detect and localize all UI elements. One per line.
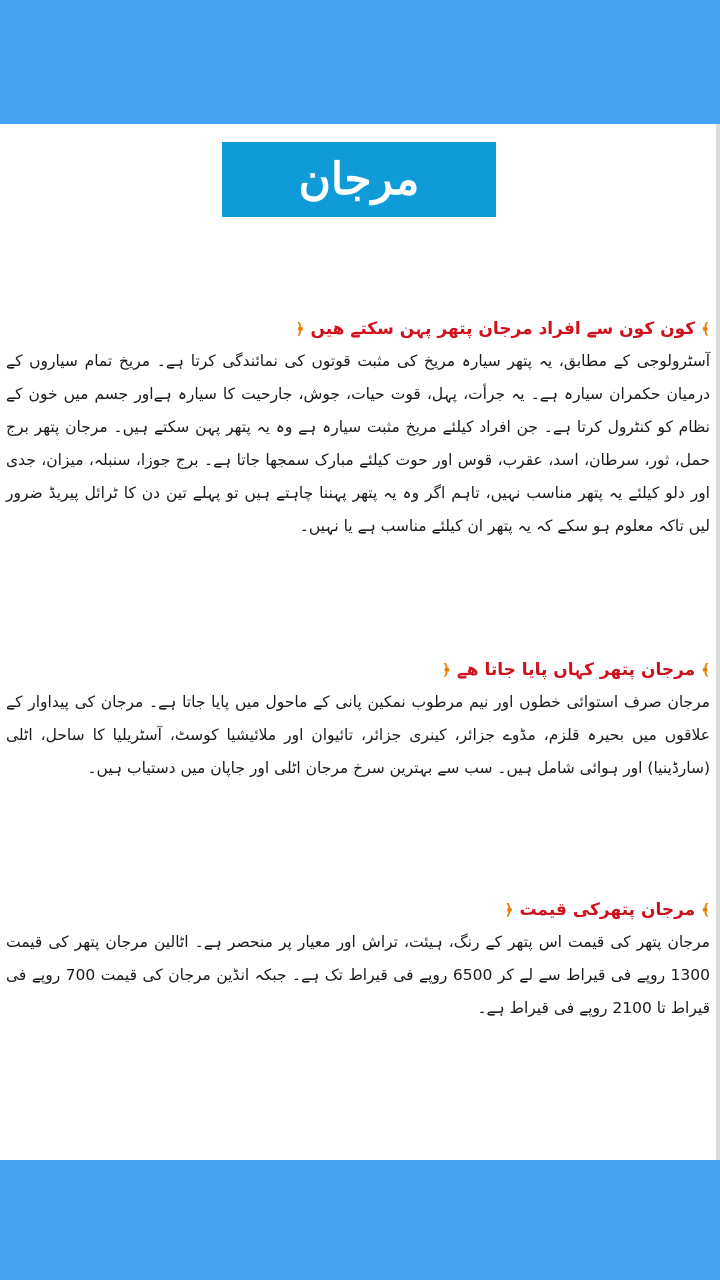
page-title: مرجان bbox=[298, 154, 420, 205]
section-who-can-wear bbox=[6, 318, 710, 543]
article-content bbox=[0, 124, 720, 1160]
ornament-icon: ﴾ bbox=[701, 901, 710, 919]
bottom-bar bbox=[0, 1160, 720, 1280]
title-banner bbox=[222, 142, 496, 217]
top-app-bar bbox=[0, 0, 720, 124]
section-heading-text: مرجان پتھرکی قیمت bbox=[519, 900, 696, 920]
section-heading bbox=[6, 900, 710, 920]
section-price bbox=[6, 900, 710, 1025]
section-body: آسٹرولوجی کے مطابق، یہ پتھر سیارہ مریخ کی مثبت قوتوں کی نمائندگی کرتا ہے۔ مریخ تمام سیاروں کے درمیان حکمران سیارہ ہے۔ یہ جرأت، پہل، قوت حیات، جوش، جارحیت کا سیارہ ہےاور جسم میں خون کے نظام کو کنٹرول کرتا ہے۔ جن افراد کیلئے مریخ مثبت سیارہ ہے وہ یہ پتھر پہن سکتے ہیں۔ مرجان پتھر برج حمل، ثور، سرطان، اسد، عقرب، قوس اور حوت کیلئے مبارک سمجھا جاتا ہے۔ برج جوزا، سنبلہ، میزان، جدی اور دلو کیلئے یہ پتھر مناسب نہیں، تاہم اگر وہ یہ پتھر پہننا چاہتے ہیں تو پہلے تین دن کا ٹرائل پیریڈ ضرور لیں تاکہ معلوم ہو سکے کہ یہ پتھر ان کیلئے مناسب ہے یا نہیں۔ bbox=[6, 352, 710, 535]
section-heading bbox=[6, 318, 710, 339]
ornament-icon: ﴿ bbox=[442, 660, 451, 679]
ornament-icon: ﴿ bbox=[295, 319, 305, 338]
section-heading-text: مرجان پتھر کہاں پایا جاتا ھے bbox=[456, 660, 696, 680]
section-heading bbox=[6, 659, 710, 680]
section-where-found bbox=[6, 659, 710, 785]
ornament-icon: ﴿ bbox=[504, 901, 514, 919]
section-body: مرجان صرف استوائی خطوں اور نیم مرطوب نمکین پانی کے ماحول میں پایا جاتا ہے۔ مرجان کی پیداوار کے علاقوں میں بحیرہ قلزم، مڈوے جزائر، کینری جزائر، تائیوان اور ملائیشیا کوسٹ، آسٹریلیا کا ساحل، اٹلی (سارڈینیا) اور ہوائی شامل ہیں۔ سب سے بہترین سرخ مرجان اٹلی اور جاپان میں دستیاب ہیں۔ bbox=[6, 693, 710, 777]
ornament-icon: ﴾ bbox=[701, 319, 710, 338]
section-heading-text: کون کون سے افراد مرجان پتھر پہن سکتے ھیں bbox=[310, 319, 696, 339]
ornament-icon: ﴾ bbox=[701, 660, 710, 679]
section-body: مرجان پتھر کی قیمت اس پتھر کے رنگ، ہیئت، تراش اور معیار پر منحصر ہے۔ اٹالین مرجان پتھر کی قیمت 1300 روپے فی قیراط سے لے کر 6500 روپے فی قیراط تک ہے۔ جبکہ انڈین مرجان کی قیمت 700 روپے فی قیراط تا 2100 روپے فی قیراط ہے۔ bbox=[6, 933, 710, 1017]
